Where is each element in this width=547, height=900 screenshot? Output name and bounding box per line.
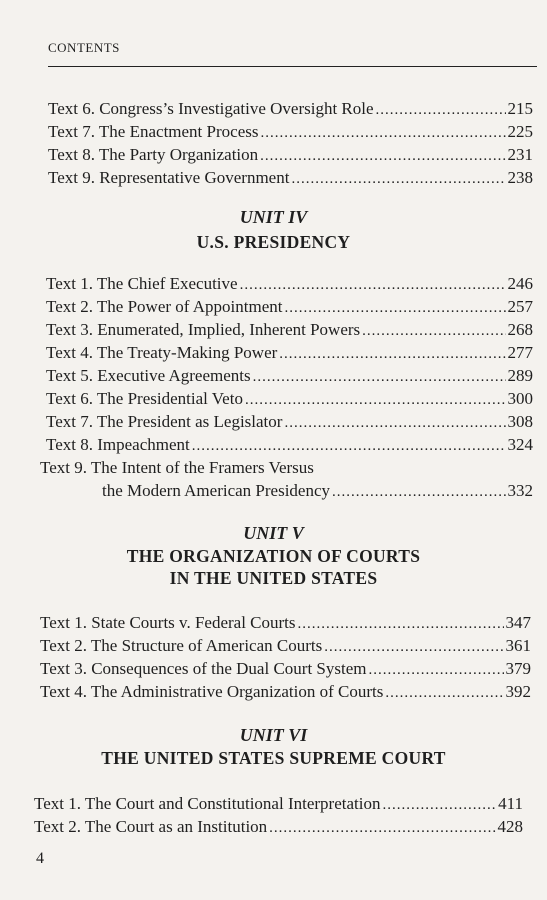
page-number: 4 bbox=[36, 850, 44, 867]
toc-entry-title: Text 2. The Structure of American Courts bbox=[40, 636, 323, 655]
toc-entry-title: Text 3. Consequences of the Dual Court System bbox=[40, 659, 367, 678]
toc-entry-page: 225 bbox=[507, 122, 533, 141]
toc-entry[interactable] bbox=[0, 815, 547, 838]
toc-entry-title: Text 6. Congress’s Investigative Oversight Role bbox=[48, 99, 374, 118]
toc-entry-title: Text 5. Executive Agreements bbox=[46, 366, 251, 385]
toc-entry-page: 215 bbox=[507, 99, 533, 118]
toc-entry-page: 324 bbox=[507, 435, 533, 454]
toc-entry-title: Text 6. The Presidential Veto bbox=[46, 389, 243, 408]
toc-entry-page: 428 bbox=[497, 817, 523, 836]
toc-entry-page: 300 bbox=[507, 389, 533, 408]
toc-entry[interactable] bbox=[0, 479, 547, 502]
dot-leader bbox=[260, 122, 505, 145]
dot-leader bbox=[260, 145, 505, 168]
toc-entry-page: 246 bbox=[507, 274, 533, 293]
toc-entry-page: 268 bbox=[507, 320, 533, 339]
dot-leader bbox=[192, 435, 506, 458]
toc-entry-page: 289 bbox=[507, 366, 533, 385]
toc-entry-title: Text 1. The Chief Executive bbox=[46, 274, 238, 293]
toc-entry[interactable] bbox=[0, 433, 547, 456]
toc-entry[interactable] bbox=[0, 166, 547, 189]
toc-entry[interactable] bbox=[0, 792, 547, 815]
dot-leader bbox=[382, 794, 496, 817]
toc-entry-title: Text 4. The Treaty-Making Power bbox=[46, 343, 278, 362]
header-rule bbox=[48, 66, 537, 67]
toc-entry-title: Text 2. The Court as an Institution bbox=[34, 817, 268, 836]
toc-entry-page: 392 bbox=[505, 682, 531, 701]
toc-entry-page: 257 bbox=[507, 297, 533, 316]
toc-entry-title: Text 3. Enumerated, Implied, Inherent Powers bbox=[46, 320, 361, 339]
toc-entry-page: 411 bbox=[498, 794, 523, 813]
toc-entry-title[interactable]: Text 9. The Intent of the Framers Versus bbox=[40, 458, 314, 477]
dot-leader bbox=[298, 613, 504, 636]
toc-entry-title: Text 1. State Courts v. Federal Courts bbox=[40, 613, 296, 632]
toc-entry-title: the Modern American Presidency bbox=[102, 481, 331, 500]
toc-entry[interactable] bbox=[0, 318, 547, 341]
toc-entry[interactable] bbox=[0, 410, 547, 433]
toc-entry[interactable] bbox=[0, 120, 547, 143]
dot-leader bbox=[368, 659, 503, 682]
toc-entry[interactable] bbox=[0, 341, 547, 364]
dot-leader bbox=[284, 412, 505, 435]
toc-entry-page: 332 bbox=[507, 481, 533, 500]
toc-entry[interactable] bbox=[0, 657, 547, 680]
dot-leader bbox=[240, 274, 506, 297]
unit-title: THE UNITED STATES SUPREME COURT bbox=[101, 748, 446, 768]
unit-label: UNIT VI bbox=[239, 725, 308, 745]
toc-entry[interactable] bbox=[0, 143, 547, 166]
toc-entry-title: Text 7. The Enactment Process bbox=[48, 122, 259, 141]
dot-leader bbox=[284, 297, 505, 320]
toc-entry-title: Text 2. The Power of Appointment bbox=[46, 297, 283, 316]
unit-label: UNIT V bbox=[243, 523, 304, 543]
running-header: CONTENTS bbox=[48, 40, 120, 55]
unit-label: UNIT IV bbox=[239, 207, 308, 227]
toc-entry[interactable] bbox=[0, 634, 547, 657]
toc-entry-title: Text 1. The Court and Constitutional Interpretation bbox=[34, 794, 381, 813]
toc-entry-title: Text 8. Impeachment bbox=[46, 435, 190, 454]
dot-leader bbox=[279, 343, 505, 366]
toc-entry[interactable] bbox=[0, 364, 547, 387]
dot-leader bbox=[245, 389, 506, 412]
dot-leader bbox=[376, 99, 506, 122]
toc-entry-page: 379 bbox=[505, 659, 531, 678]
dot-leader bbox=[362, 320, 505, 343]
toc-entry-page: 308 bbox=[507, 412, 533, 431]
toc-entry[interactable] bbox=[0, 272, 547, 295]
toc-entry-title: Text 8. The Party Organization bbox=[48, 145, 259, 164]
toc-entry[interactable] bbox=[0, 295, 547, 318]
toc-entry-page: 238 bbox=[507, 168, 533, 187]
dot-leader bbox=[324, 636, 503, 659]
dot-leader bbox=[269, 817, 495, 840]
toc-entry[interactable] bbox=[0, 680, 547, 703]
toc-entry-title: Text 9. Representative Government bbox=[48, 168, 290, 187]
toc-entry[interactable] bbox=[0, 97, 547, 120]
toc-entry-title: Text 4. The Administrative Organization of Courts bbox=[40, 682, 384, 701]
unit-title: IN THE UNITED STATES bbox=[169, 568, 378, 588]
unit-title: THE ORGANIZATION OF COURTS bbox=[126, 546, 421, 566]
dot-leader bbox=[332, 481, 505, 504]
toc-entry-title: Text 7. The President as Legislator bbox=[46, 412, 283, 431]
toc-entry-page: 361 bbox=[505, 636, 531, 655]
toc-entry-page: 277 bbox=[507, 343, 533, 362]
dot-leader bbox=[385, 682, 503, 705]
unit-title: U.S. PRESIDENCY bbox=[196, 232, 351, 252]
toc-entry[interactable] bbox=[0, 611, 547, 634]
dot-leader bbox=[253, 366, 506, 389]
toc-entry-page: 347 bbox=[505, 613, 531, 632]
toc-entry-page: 231 bbox=[507, 145, 533, 164]
dot-leader bbox=[291, 168, 505, 191]
toc-entry[interactable] bbox=[0, 387, 547, 410]
